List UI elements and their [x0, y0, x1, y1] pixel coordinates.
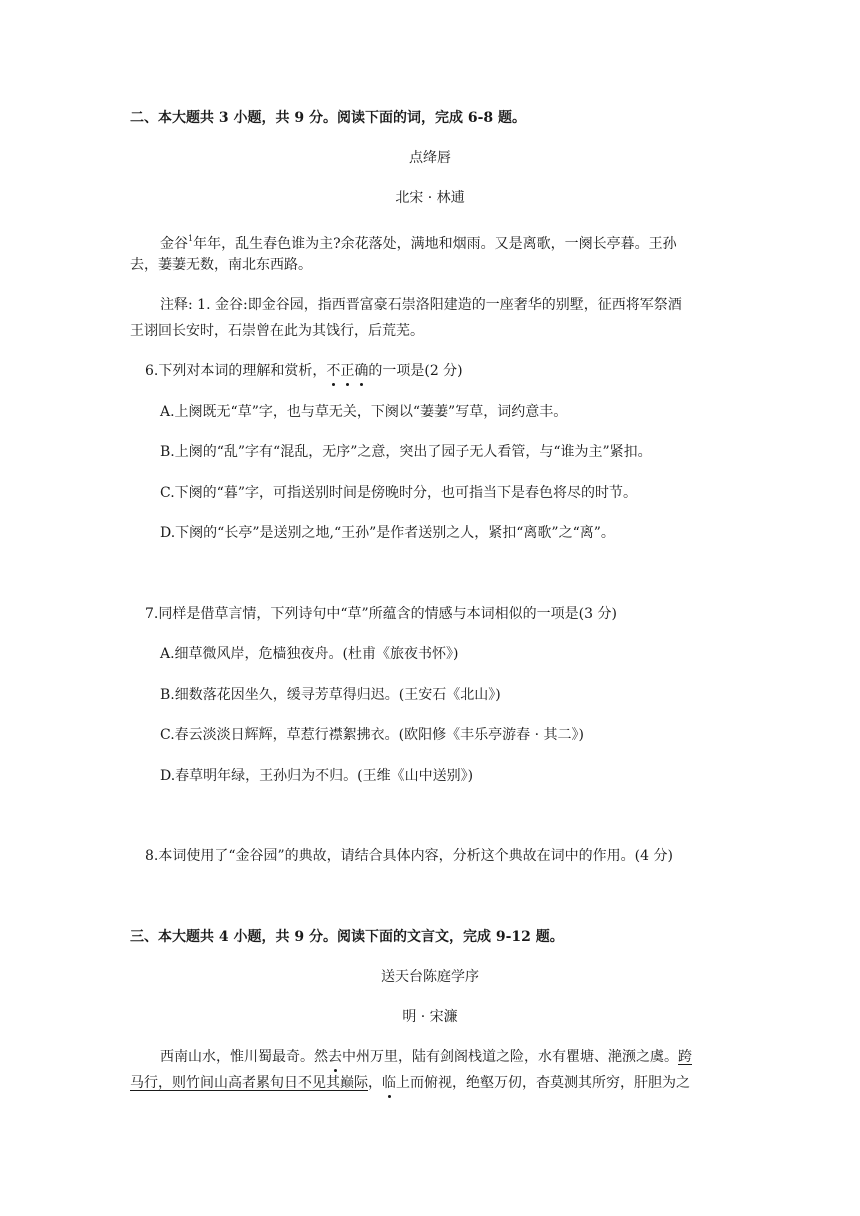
essay-text: 西南山水，惟川蜀最奇。然	[160, 1049, 328, 1065]
section-2-heading: 二、本大题共 3 小题，共 9 分。阅读下面的词，完成 6-8 题。	[130, 110, 527, 126]
essay-title: 送天台陈庭学序	[381, 969, 479, 985]
poem-line-2: 去，萋萋无数，南北东西路。	[130, 257, 312, 273]
poem-text: 年年，乱生春色谁为主?余花落处，满地和烟雨。又是离歌，一阕长亭暮。王孙	[193, 236, 677, 252]
question-6-stem	[145, 361, 463, 381]
stem-text: 6.下列对本词的理解和赏析，	[145, 363, 327, 379]
option-a: A.细草微风岸，危樯独夜舟。(杜甫《旅夜书怀》)	[160, 646, 459, 662]
poem-author: 北宋 · 林逋	[395, 190, 465, 206]
question-7-stem: 7.同样是借草言情，下列诗句中“草”所蕴含的情感与本词相似的一项是(3 分)	[145, 606, 617, 622]
note-line-1: 注释: 1. 金谷:即金谷园，指西晋富豪石崇洛阳建造的一座奢华的别墅，征西将军祭酒	[160, 297, 682, 313]
stem-text: 的一项是(2 分)	[368, 363, 463, 379]
essay-text: ，	[368, 1075, 382, 1091]
option-b: B.细数落花因坐久，缓寻芳草得归迟。(王安石《北山》)	[160, 687, 501, 703]
note-line-2: 王诩回长安时，石崇曾在此为其饯行，后荒芜。	[130, 323, 424, 339]
option-a: A.上阕既无“草”字，也与草无关，下阕以“萋萋”写草，词约意丰。	[160, 404, 568, 420]
option-c: C.春云淡淡日辉辉，草惹行襟絮拂衣。(欧阳修《丰乐亭游春 · 其二》)	[160, 727, 584, 743]
footnote-marker: 1	[188, 234, 194, 243]
essay-line-2	[130, 1073, 690, 1093]
underlined-text: 马行，则竹间山高者累旬日不见其巅际	[130, 1075, 368, 1091]
poem-title: 点绛唇	[409, 150, 451, 166]
essay-author: 明 · 宋濂	[402, 1009, 458, 1025]
emphasis-char: 临	[382, 1075, 396, 1091]
emphasis-char: 正	[340, 363, 355, 379]
essay-text: 上而俯视，绝壑万仞，杳莫测其所穷，肝胆为之	[396, 1075, 690, 1091]
poem-line-1	[160, 229, 677, 254]
underlined-text: 跨	[678, 1049, 692, 1065]
essay-text: 中州万里，陆有剑阁栈道之险，水有瞿塘、滟滪之虞。	[342, 1049, 678, 1065]
option-d: D.下阕的“长亭”是送别之地,“王孙”是作者送别之人，紧扣“离歌”之“离”。	[160, 525, 615, 541]
essay-line-1	[160, 1047, 692, 1067]
section-3-heading: 三、本大题共 4 小题，共 9 分。阅读下面的文言文，完成 9-12 题。	[130, 929, 564, 945]
option-c: C.下阕的“暮”字，可指送别时间是傍晚时分，也可指当下是春色将尽的时节。	[160, 485, 637, 501]
poem-text: 金谷	[160, 236, 188, 252]
option-d: D.春草明年绿，王孙归为不归。(王维《山中送别》)	[160, 768, 474, 784]
emphasis-char: 不	[326, 363, 341, 379]
question-8-stem: 8.本词使用了“金谷园”的典故，请结合具体内容，分析这个典故在词中的作用。(4 分)	[145, 848, 673, 864]
emphasis-char: 去	[328, 1049, 342, 1065]
option-b: B.上阕的“乱”字有“混乱，无序”之意，突出了园子无人看管，与“谁为主”紧扣。	[160, 444, 652, 460]
emphasis-char: 确	[354, 363, 369, 379]
